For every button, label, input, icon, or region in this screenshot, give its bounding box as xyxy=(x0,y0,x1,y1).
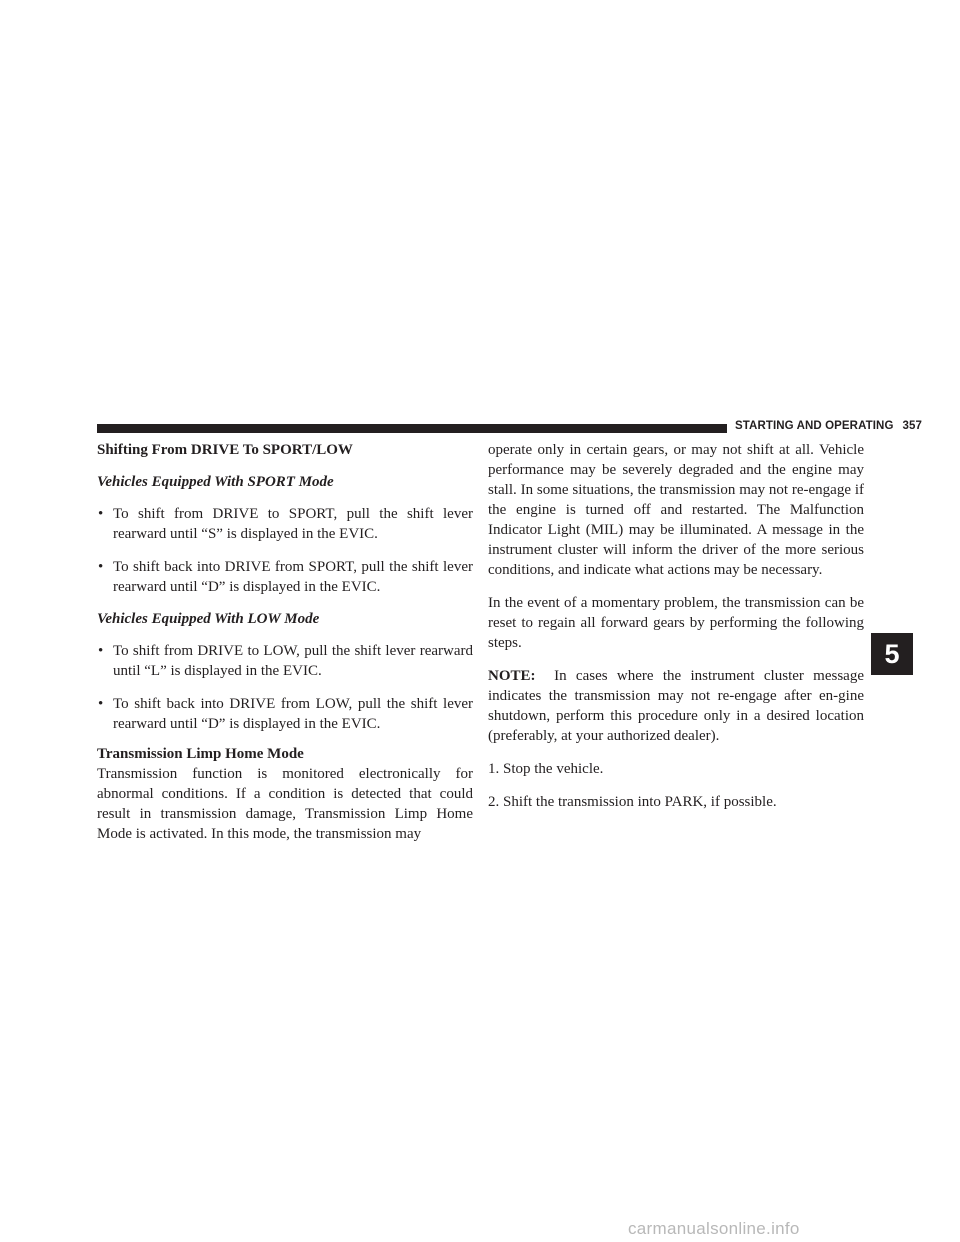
bullet-icon: • xyxy=(98,559,104,575)
note-label: NOTE: xyxy=(488,668,536,684)
watermark: carmanualsonline.info xyxy=(628,1219,800,1238)
sport-list xyxy=(97,504,473,597)
reset-paragraph: In the event of a momentary problem, the transmission can be reset to regain all forward gears by performing the following steps. xyxy=(488,595,864,651)
list-item xyxy=(97,641,473,681)
page-number: 357 xyxy=(902,420,923,432)
left-column xyxy=(97,440,473,844)
sport-subheading: Vehicles Equipped With SPORT Mode xyxy=(97,474,334,490)
header-rule xyxy=(97,424,727,433)
right-column xyxy=(488,440,864,812)
low-list xyxy=(97,641,473,734)
list-item-text: To shift back into DRIVE from SPORT, pull the shift lever rearward until “D” is displayed in the EVIC. xyxy=(113,559,473,595)
note-text: In cases where the instrument cluster message indicates the transmission may not re-engage after en-gine shutdown, perform this procedure only in a desired location (preferably, at your authorized dealer). xyxy=(488,668,864,744)
step-item: 1. Stop the vehicle. xyxy=(488,761,604,777)
step-item: 2. Shift the transmission into PARK, if possible. xyxy=(488,794,777,810)
list-item xyxy=(97,504,473,544)
section-title: STARTING AND OPERATING xyxy=(735,420,894,432)
bullet-icon: • xyxy=(98,696,104,712)
chapter-tab: 5 xyxy=(871,633,913,675)
list-item-text: To shift from DRIVE to SPORT, pull the shift lever rearward until “S” is displayed in the EVIC. xyxy=(113,506,473,542)
low-subheading: Vehicles Equipped With LOW Mode xyxy=(97,611,320,627)
list-item-text: To shift back into DRIVE from LOW, pull the shift lever rearward until “D” is displayed in the EVIC. xyxy=(113,696,473,732)
limp-home-paragraph: Transmission function is monitored electronically for abnormal conditions. If a condition is detected that could result in transmission damage, Transmission Limp Home Mode is activated. In this mode, the transmission may xyxy=(97,766,473,842)
bullet-icon: • xyxy=(98,506,104,522)
running-header xyxy=(735,418,923,434)
list-item-text: To shift from DRIVE to LOW, pull the shift lever rearward until “L” is displayed in the EVIC. xyxy=(113,643,473,679)
note-paragraph xyxy=(488,666,864,746)
bullet-icon: • xyxy=(98,643,104,659)
limp-home-heading: Transmission Limp Home Mode xyxy=(97,746,304,762)
section-heading: Shifting From DRIVE To SPORT/LOW xyxy=(97,442,353,458)
continued-paragraph: operate only in certain gears, or may not shift at all. Vehicle performance may be severely degraded and the engine may stall. In some situations, the transmission may not re-engage if the engine is turned off and restarted. The Malfunction Indicator Light (MIL) may be illuminated. A message in the instrument cluster will inform the driver of the more serious conditions, and indicate what actions may be necessary. xyxy=(488,442,864,578)
list-item xyxy=(97,557,473,597)
list-item xyxy=(97,694,473,734)
